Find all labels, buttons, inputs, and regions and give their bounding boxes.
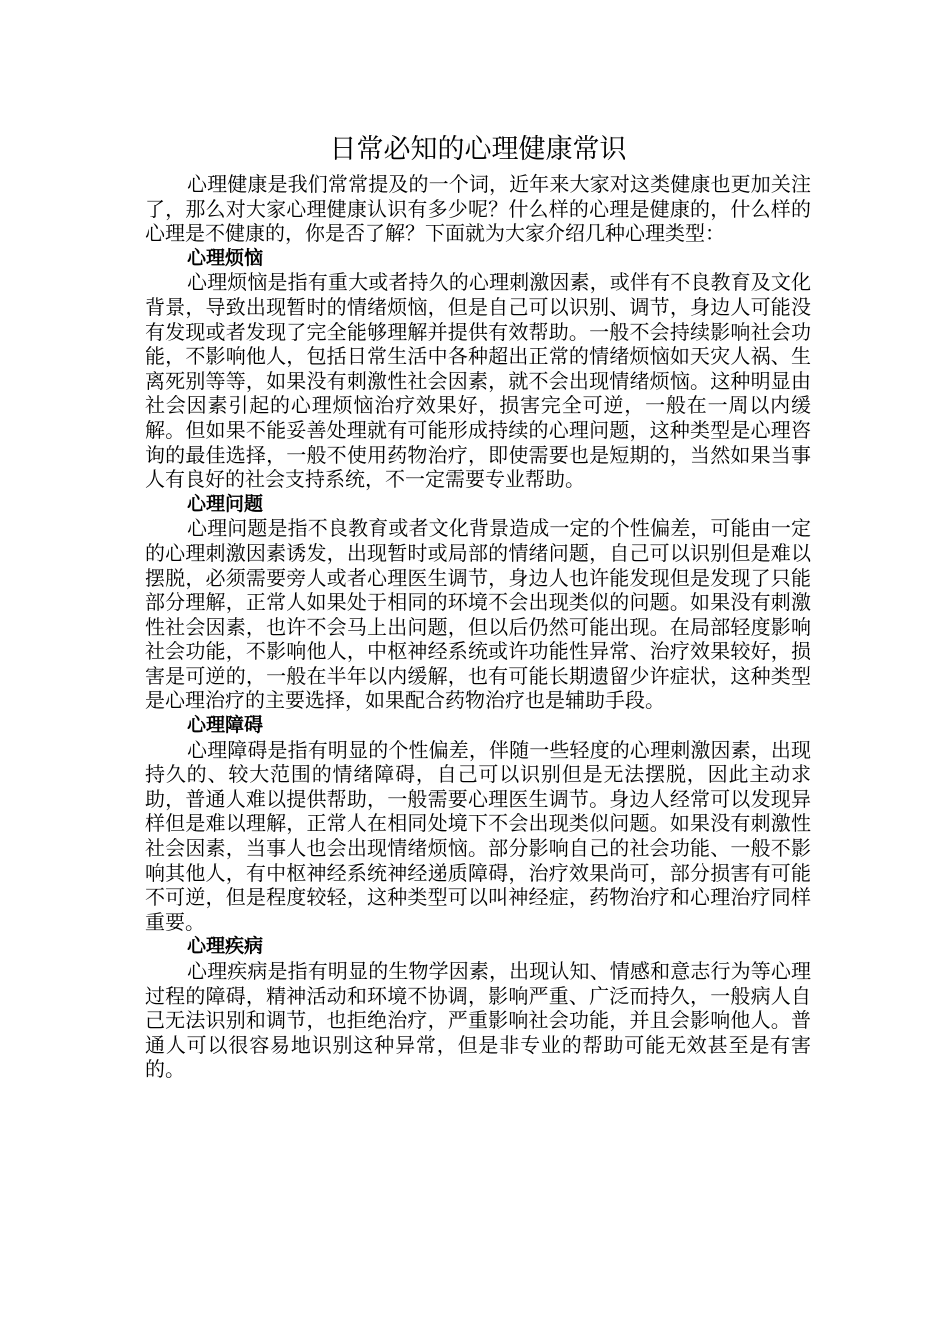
document-page <box>145 128 811 1082</box>
section-problem <box>145 492 811 713</box>
section-heading: 心理疾病 <box>187 935 264 958</box>
section-body: 心理障碍是指有明显的个性偏差，伴随一些轻度的心理刺激因素，出现持久的、较大范围的情绪障碍，自己可以识别但是无法摆脱，因此主动求助，普通人难以提供帮助，一般需要心理医生调节。身边人经常可以发现异样但是难以理解，正常人在相同处境下不会出现类似问题。如果没有刺激性社会因素，当事人也会出现情绪烦恼。部分影响自己的社会功能、一般不影响其他人，有中枢神经系统神经递质障碍，治疗效果尚可，部分损害有可能不可逆，但是程度较轻，这种类型可以叫神经症，药物治疗和心理治疗同样重要。 <box>145 737 811 934</box>
section-heading: 心理障碍 <box>187 714 264 737</box>
section-heading: 心理烦恼 <box>187 246 264 269</box>
document-title: 日常必知的心理健康常识 <box>329 134 627 165</box>
section-body: 心理疾病是指有明显的生物学因素，出现认知、情感和意志行为等心理过程的障碍，精神活动和环境不协调，影响严重、广泛而持久，一般病人自己无法识别和调节，也拒绝治疗，严重影响社会功能，并且会影响他人。普通人可以很容易地识别这种异常，但是非专业的帮助可能无效甚至是有害的。 <box>145 959 811 1082</box>
section-body: 心理烦恼是指有重大或者持久的心理刺激因素，或伴有不良教育及文化背景，导致出现暂时的情绪烦恼，但是自己可以识别、调节，身边人可能没有发现或者发现了完全能够理解并提供有效帮助。一般不会持续影响社会功能，不影响他人，包括日常生活中各种超出正常的情绪烦恼如天灾人祸、生离死别等等，如果没有刺激性社会因素，就不会出现情绪烦恼。这种明显由社会因素引起的心理烦恼治疗效果好，损害完全可逆，一般在一周以内缓解。但如果不能妥善处理就有可能形成持续的心理问题，这种类型是心理咨询的最佳选择，一般不使用药物治疗，即使需要也是短期的，当然如果当事人有良好的社会支持系统，不一定需要专业帮助。 <box>145 270 811 492</box>
section-disorder <box>145 713 811 934</box>
section-heading: 心理问题 <box>187 492 264 515</box>
section-illness <box>145 934 811 1082</box>
section-body: 心理问题是指不良教育或者文化背景造成一定的个性偏差，可能由一定的心理刺激因素诱发，出现暂时或局部的情绪问题，自己可以识别但是难以摆脱，必须需要旁人或者心理医生调节，身边人也许能发现但是发现了只能部分理解，正常人如果处于相同的环境不会出现类似的问题。如果没有刺激性社会因素，也许不会马上出问题，但以后仍然可能出现。在局部轻度影响社会功能，不影响他人，中枢神经系统或许功能性异常、治疗效果较好，损害是可逆的，一般在半年以内缓解，也有可能长期遗留少许症状，这种类型是心理治疗的主要选择，如果配合药物治疗也是辅助手段。 <box>145 516 811 713</box>
intro-paragraph: 心理健康是我们常常提及的一个词，近年来大家对这类健康也更加关注了，那么对大家心理健康认识有多少呢？什么样的心理是健康的，什么样的心理是不健康的，你是否了解？下面就为大家介绍几种心理类型： <box>145 172 811 246</box>
section-distress <box>145 246 811 492</box>
